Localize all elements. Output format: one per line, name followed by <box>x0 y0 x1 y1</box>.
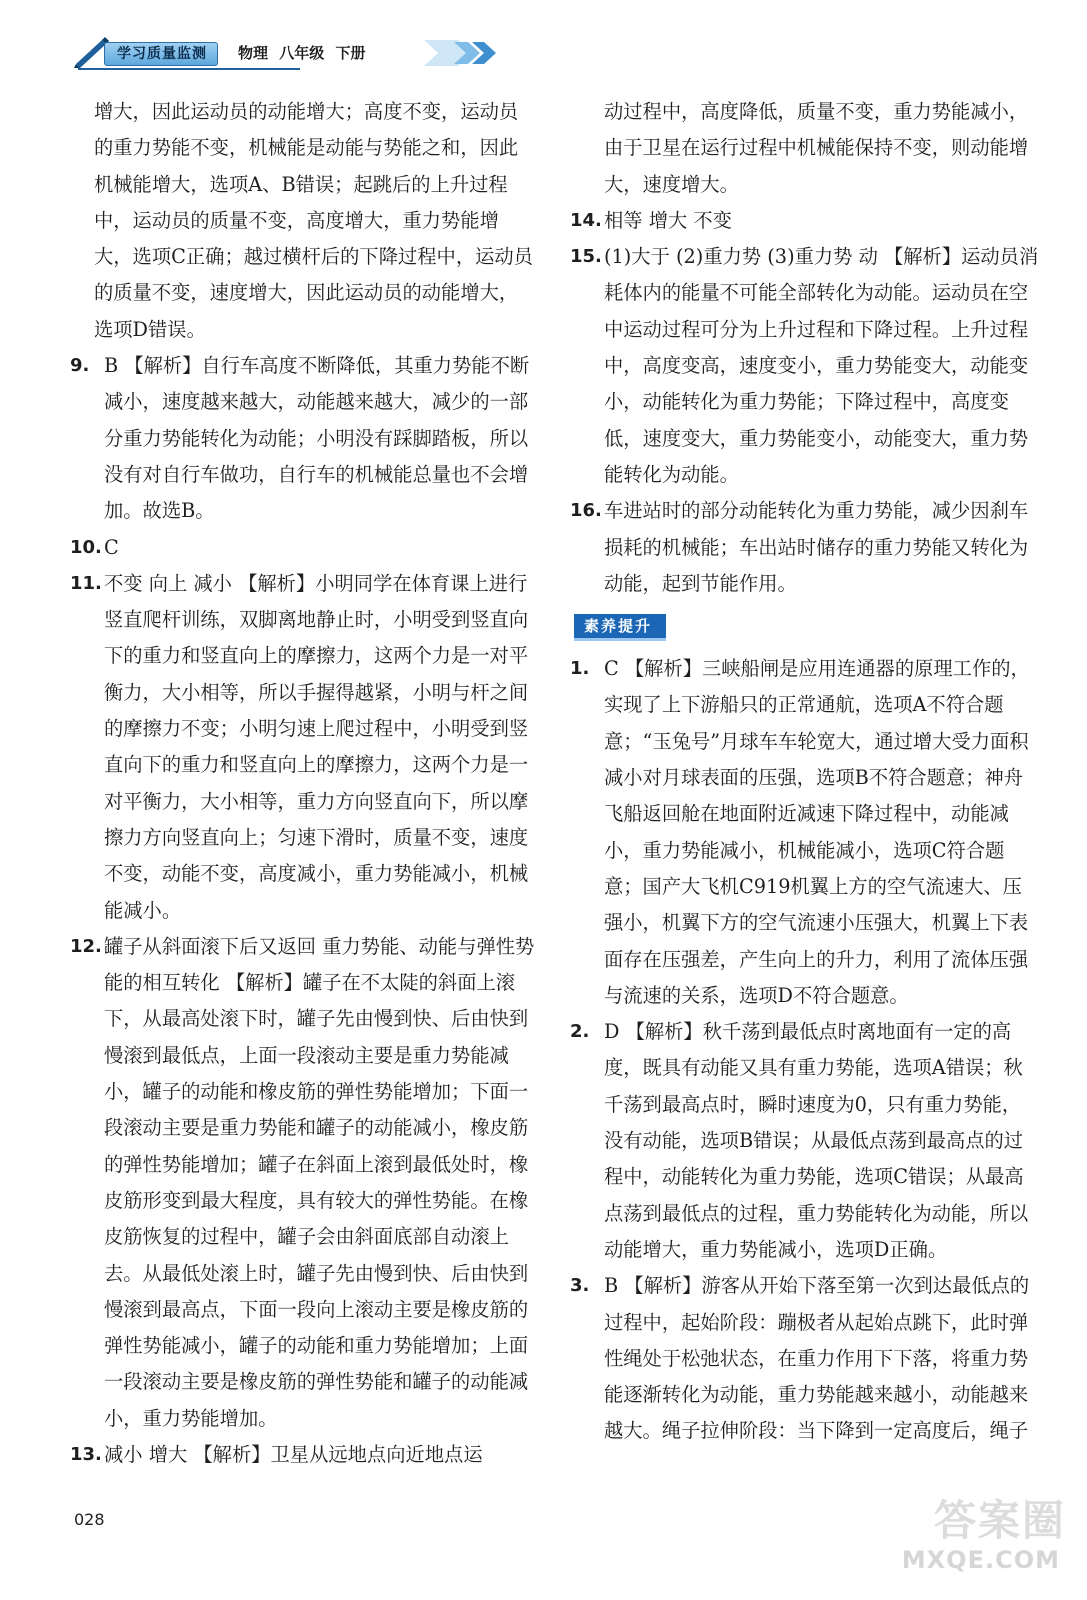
answer-number: 3. <box>570 1275 590 1297</box>
answer-number: 15. <box>570 246 602 268</box>
answer-item <box>70 566 536 929</box>
answer-text: C <box>104 535 119 559</box>
watermark-url: MXQE.COM <box>901 1546 1060 1574</box>
answer-text: B 【解析】自行车高度不断降低，其重力势能不断减小，速度越来越大，动能越来越大，减少的一部分重力势能转化为动能；小明没有踩脚踏板，所以没有对自行车做功，自行车的机械能总量也不会增加。故选B。 <box>104 354 530 523</box>
answer-text: 罐子从斜面滚下后又返回 重力势能、动能与弹性势能的相互转化 【解析】罐子在不太陡的斜面上滚下，从最高处滚下时，罐子先由慢到快、后由快到慢滚到最低点，上面一段滚动主要是重力势能减小，罐子的动能和橡皮筋的弹性势能增加；下面一段滚动主要是重力势能和罐子的动能减小，橡皮筋的弹性势能增加；罐子在斜面上滚到最低处时，橡皮筋形变到最大程度，具有较大的弹性势能。在橡皮筋恢复的过程中，罐子会由斜面底部自动滚上去。从最低处滚上时，罐子先由慢到快、后由快到慢滚到最高点，下面一段向上滚动主要是橡皮筋的弹性势能减小，罐子的动能和重力势能增加；上面一段滚动主要是橡皮筋的弹性势能和罐子的动能减小，重力势能增加。 <box>104 934 535 1430</box>
answer-item <box>570 651 1040 1014</box>
answer-number: 12. <box>70 935 102 957</box>
answer-item <box>70 1437 536 1473</box>
answer-item <box>570 94 1040 203</box>
answer-item <box>70 94 536 348</box>
answer-text: C 【解析】三峡船闸是应用连通器的原理工作的，实现了上下游船只的正常通航，选项A不符合题意；“玉兔号”月球车车轮宽大，通过增大受力面积减小对月球表面的压强，选项B不符合题意；神舟飞船返回舱在地面附近减速下降过程中，动能减小，重力势能减小，机械能减小，选项C符合题意；国产大飞机C919机翼上方的空气流速大、压强小，机翼下方的空气流速小压强大，机翼上下表面存在压强差，产生向上的升力，利用了流体压强与流速的关系，选项D不符合题意。 <box>604 657 1030 1007</box>
answer-item <box>570 1014 1040 1268</box>
answer-number: 13. <box>70 1443 102 1465</box>
answer-number: 16. <box>570 500 602 522</box>
answer-text: 增大，因此运动员的动能增大；高度不变，运动员的重力势能不变，机械能是动能与势能之和，因此机械能增大，选项A、B错误；起跳后的上升过程中，运动员的质量不变，高度增大，重力势能增大，选项C正确；越过横杆后的下降过程中，运动员的质量不变，速度增大，因此运动员的动能增大，选项D错误。 <box>94 100 533 341</box>
answer-text: 相等 增大 不变 <box>604 208 732 232</box>
answer-text: 车进站时的部分动能转化为重力势能，减少因刹车损耗的机械能；车出站时储存的重力势能又转化为动能，起到节能作用。 <box>604 499 1029 595</box>
answer-item <box>570 203 1040 239</box>
answer-text: D 【解析】秋千荡到最低点时离地面有一定的高度，既具有动能又具有重力势能，选项A错误；秋千荡到最高点时，瞬时速度为0，只有重力势能，没有动能，选项B错误；从最低点荡到最高点的过程中，动能转化为重力势能，选项C错误；从最高点荡到最低点的过程，重力势能转化为动能，所以动能增大，重力势能减小，选项D正确。 <box>604 1020 1029 1261</box>
answer-number: 1. <box>570 658 590 680</box>
watermark-text: 答案圈 <box>933 1496 1066 1545</box>
answer-item <box>570 1268 1040 1449</box>
header-rule <box>78 68 300 70</box>
page-number: 028 <box>74 1510 105 1529</box>
answer-item <box>70 929 536 1437</box>
chevron-decoration-icon <box>424 38 504 68</box>
answer-item <box>570 239 1040 493</box>
right-column <box>570 94 1040 1450</box>
book-info: 物理 八年级 下册 <box>238 44 366 62</box>
answer-number: 10. <box>70 536 102 558</box>
answer-item <box>570 493 1040 602</box>
left-column <box>70 94 536 1473</box>
answer-number: 11. <box>70 572 102 594</box>
answer-item <box>70 348 536 529</box>
watermark-logo <box>880 1488 1080 1598</box>
answer-text: 不变 向上 减小 【解析】小明同学在体育课上进行竖直爬杆训练，双脚离地静止时，小明受到竖直向下的重力和竖直向上的摩擦力，这两个力是一对平衡力，大小相等，所以手握得越紧，小明与杆之间的摩擦力不变；小明匀速上爬过程中，小明受到竖直向下的重力和竖直向上的摩擦力，这两个力是一对平衡力，大小相等，重力方向竖直向下，所以摩擦力方向竖直向上；匀速下滑时，质量不变，速度不变，动能不变，高度减小，重力势能减小，机械能减小。 <box>104 571 529 922</box>
answer-number: 14. <box>570 209 602 231</box>
answer-text: 动过程中，高度降低，质量不变，重力势能减小，由于卫星在运行过程中机械能保持不变，则动能增大，速度增大。 <box>604 100 1029 196</box>
answer-text: (1)大于 (2)重力势 (3)重力势 动 【解析】运动员消耗体内的能量不可能全部转化为动能。运动员在空中运动过程可分为上升过程和下降过程。上升过程中，高度变高，速度变小，重力势能变大，动能变小，动能转化为重力势能；下降过程中，高度变低，速度变大，重力势能变小，动能变大，重力势能转化为动能。 <box>604 245 1039 486</box>
answer-item <box>70 530 536 566</box>
answer-number: 2. <box>570 1021 590 1043</box>
answer-text: B 【解析】游客从开始下落至第一次到达最低点的过程中，起始阶段：蹦极者从起始点跳下，此时弹性绳处于松弛状态，在重力作用下下落，将重力势能逐渐转化为动能，重力势能越来越小，动能越来越大。绳子拉伸阶段：当下降到一定高度后，绳子 <box>604 1274 1030 1443</box>
section-heading: 素养提升 <box>574 614 666 641</box>
page-header <box>72 34 512 74</box>
answer-number: 9. <box>70 355 90 377</box>
series-title: 学习质量监测 <box>104 42 218 66</box>
answer-text: 减小 增大 【解析】卫星从远地点向近地点运 <box>104 1442 483 1466</box>
